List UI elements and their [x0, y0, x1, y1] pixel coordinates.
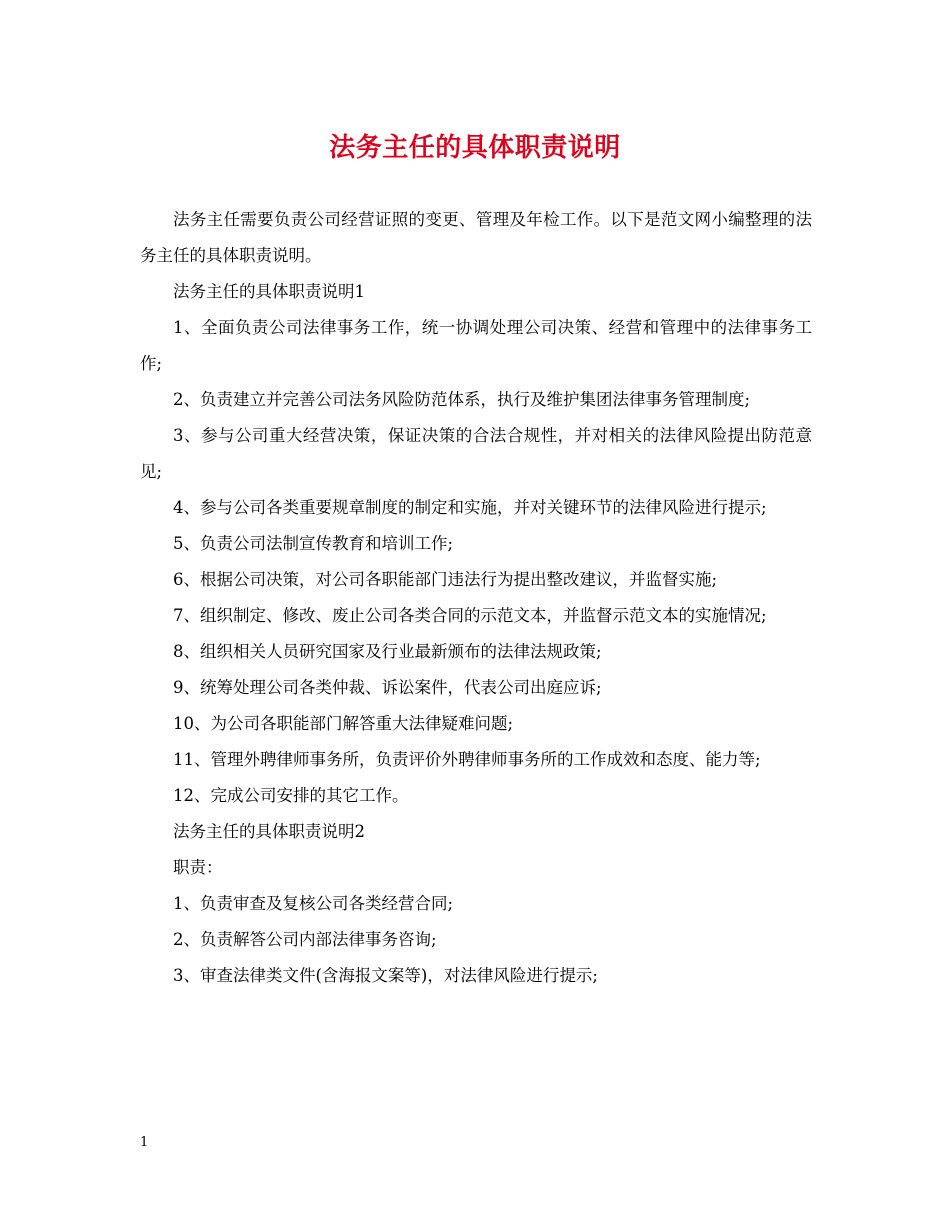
duty-item: 3、参与公司重大经营决策，保证决策的合法合规性，并对相关的法律风险提出防范意见; [140, 426, 812, 481]
document-body [140, 202, 812, 994]
intro-paragraph: 法务主任需要负责公司经营证照的变更、管理及年检工作。以下是范文网小编整理的法务主任的具体职责说明。 [140, 210, 812, 265]
duty-item: 1、全面负责公司法律事务工作，统一协调处理公司决策、经营和管理中的法律事务工作; [140, 318, 812, 373]
section-heading-1: 法务主任的具体职责说明1 [173, 282, 365, 301]
document-title: 法务主任的具体职责说明 [329, 133, 621, 163]
duty-item: 5、负责公司法制宣传教育和培训工作; [173, 534, 454, 553]
duty-item: 2、负责建立并完善公司法务风险防范体系，执行及维护集团法律事务管理制度; [173, 390, 751, 409]
duty-item: 6、根据公司决策，对公司各职能部门违法行为提出整改建议，并监督实施; [173, 570, 718, 589]
duty-item: 1、负责审查及复核公司各类经营合同; [173, 894, 454, 913]
page-number: 1 [140, 1135, 149, 1150]
duty-item: 7、组织制定、修改、废止公司各类合同的示范文本，并监督示范文本的实施情况; [173, 606, 767, 625]
section-heading-2: 法务主任的具体职责说明2 [173, 822, 365, 841]
duties-label: 职责： [173, 858, 223, 877]
duty-item: 10、为公司各职能部门解答重大法律疑难问题; [173, 714, 514, 733]
duty-item: 9、统筹处理公司各类仲裁、诉讼案件，代表公司出庭应诉; [173, 678, 602, 697]
duty-item: 4、参与公司各类重要规章制度的制定和实施，并对关键环节的法律风险进行提示; [173, 498, 767, 517]
duty-item: 8、组织相关人员研究国家及行业最新颁布的法律法规政策; [173, 642, 602, 661]
duty-item: 11、管理外聘律师事务所，负责评价外聘律师事务所的工作成效和态度、能力等; [173, 750, 761, 769]
duty-item: 12、完成公司安排的其它工作。 [173, 786, 409, 805]
duty-item: 2、负责解答公司内部法律事务咨询; [173, 930, 437, 949]
duty-item: 3、审查法律类文件(含海报文案等)，对法律风险进行提示; [173, 966, 598, 985]
